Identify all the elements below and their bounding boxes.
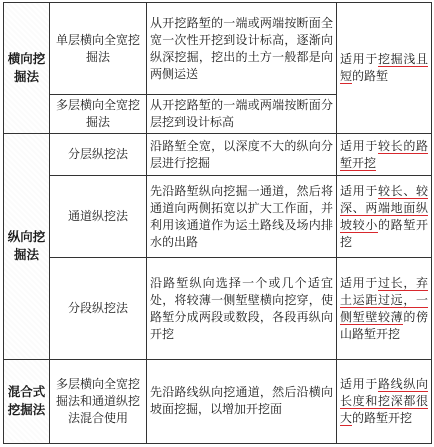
method-cell: 分段纵挖法 [50,258,147,359]
application-text: 适用于 [340,138,378,153]
method-cell: 分层纵挖法 [50,133,147,176]
description-cell: 沿路堑纵向选择一个或几个适宜处，将较薄一侧堑壁横向挖穿，使路堑分成两段或数段，各段再纵向开挖 [147,258,337,359]
table-row [4,176,432,258]
description-cell: 沿路堑全宽，以深度不大的纵向分层进行挖掘 [147,133,337,176]
application-text: 适用于 [340,51,378,66]
method-cell: 多层横向全宽挖掘法 [50,95,147,134]
table-row [4,133,432,176]
description-cell: 从开挖路堑的一端或两端按断面全宽一次性开挖到设计标高，逐渐向纵深挖掘，挖出的土方一般都是向两侧运送 [147,3,337,95]
description-cell: 先沿路线纵向挖通道，然后沿横向坡面挖掘，以增加开挖面 [147,359,337,443]
application-text: 适用于 [340,275,378,290]
underlined-text: 较长的路堑开挖 [340,138,428,170]
underlined-text: 路线纵向长度和挖深都很大 [340,376,428,425]
category-cell: 横向挖掘法 [4,3,50,134]
method-cell: 多层横向全宽挖掘法和通道纵挖法混合使用 [50,359,147,443]
application-cell [337,133,432,176]
application-cell [337,3,432,134]
application-cell [337,176,432,258]
application-cell [337,359,432,443]
application-text: 适用于 [340,183,378,198]
category-cell: 纵向挖掘法 [4,133,50,359]
application-cell [337,258,432,359]
application-text: 的傍山路堑开挖 [340,309,428,341]
underlined-text: 过长，弃土运距过远，一侧堑壁较薄 [340,275,428,324]
method-cell: 单层横向全宽挖掘法 [50,3,147,95]
table-row [4,3,432,95]
description-cell: 从开挖路堑的一端或两端按断面分层挖到设计标高 [147,95,337,134]
application-text: 的路堑开挖 [352,410,413,425]
underlined-text: 挖掘浅且短 [340,51,428,83]
application-text: 适用于 [340,376,378,391]
table-row [4,258,432,359]
excavation-methods-table [3,2,432,444]
method-cell: 通道纵挖法 [50,176,147,258]
application-text: 的路堑 [352,68,389,83]
underlined-text: 较长、较深、两端地面纵坡较小 [340,183,428,232]
application-text: 的路堑开挖 [340,217,428,249]
category-cell: 混合式挖掘法 [4,359,50,443]
table-row [4,359,432,443]
description-cell: 先沿路堑纵向挖掘一通道，然后将通道向两侧拓宽以扩大工作面，并利用该通道作为运土路线及场内排水的出路 [147,176,337,258]
